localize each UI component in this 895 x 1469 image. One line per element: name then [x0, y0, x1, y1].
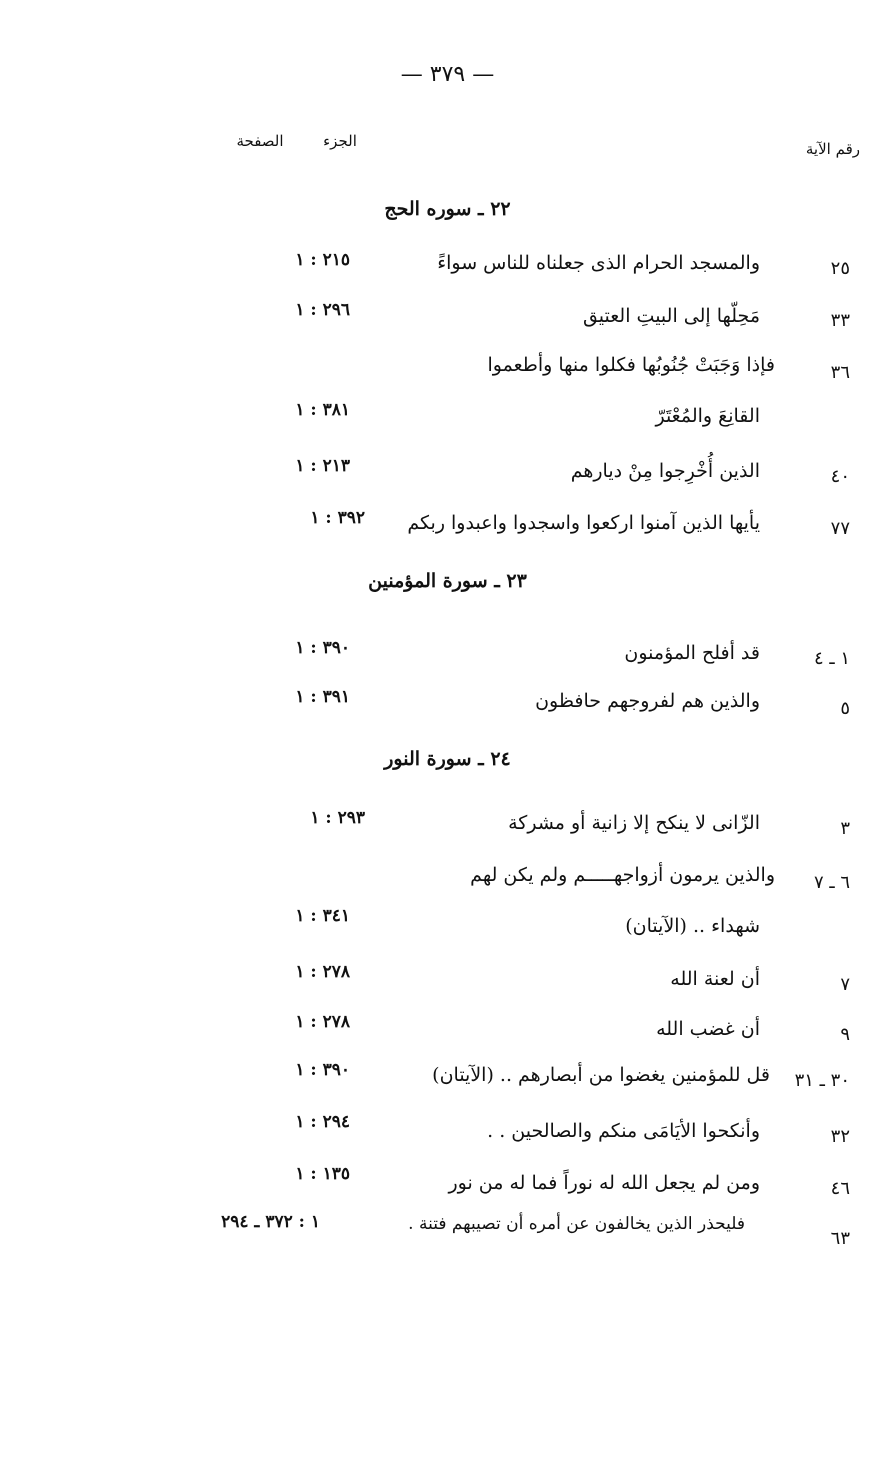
- page-reference: ٢١٥ : ١: [295, 250, 350, 270]
- page-reference: ٢٩٤ : ١: [295, 1112, 350, 1132]
- page-reference: ٢٧٨ : ١: [295, 1012, 350, 1032]
- page-reference: ١ : ٣٧٢ ـ ٢٩٤: [221, 1212, 320, 1232]
- ayah-text: قل للمؤمنين يغضوا من أبصارهم .. (الآيتان): [432, 1064, 770, 1086]
- surah-title: ٢٤ ـ سورة النور: [384, 748, 511, 770]
- page-reference: ١٣٥ : ١: [295, 1164, 350, 1184]
- page-reference: ٣٩٠ : ١: [295, 1060, 350, 1080]
- ayah-number: ٢٥: [830, 258, 850, 279]
- surah-title: ٢٣ ـ سورة المؤمنين: [368, 570, 527, 592]
- page-reference: ٢٩٣ : ١: [310, 808, 365, 828]
- column-header-juz: الجزء: [323, 132, 357, 150]
- ayah-text: مَحِلّها إلى البيتِ العتيق: [582, 305, 760, 327]
- ayah-text: وأنكحوا الأيَامَى منكم والصالحين . .: [487, 1120, 760, 1142]
- surah-title: ٢٢ ـ سوره الحج: [384, 198, 511, 220]
- ayah-number: ٦٣: [830, 1228, 850, 1249]
- ayah-text: ومن لم يجعل الله له نوراً فما له من نور: [448, 1172, 760, 1194]
- page-reference: ٢١٣ : ١: [295, 456, 350, 476]
- ayah-number: ٤٠: [830, 466, 850, 487]
- ayah-number: ٣٣: [830, 310, 850, 331]
- ayah-number: ٤٦: [830, 1178, 850, 1199]
- page-reference: ٣٩٢ : ١: [310, 508, 365, 528]
- ayah-number: ٧٧: [830, 518, 850, 539]
- ayah-text: والمسجد الحرام الذى جعلناه للناس سواءً: [437, 252, 760, 274]
- ayah-text: الذين أُخْرِجوا مِنْ ديارهم: [570, 460, 760, 482]
- ayah-text: يأيها الذين آمنوا اركعوا واسجدوا واعبدوا ربكم: [407, 512, 760, 534]
- page-reference: ٣٩١ : ١: [295, 687, 350, 707]
- ayah-text: أن غضب الله: [656, 1018, 760, 1040]
- ayah-text: أن لعنة الله: [670, 968, 760, 990]
- page-reference: ٣٤١ : ١: [295, 906, 350, 926]
- ayah-number: ٧: [840, 974, 850, 995]
- page-reference: ٢٧٨ : ١: [295, 962, 350, 982]
- ayah-number: ٣: [840, 818, 850, 839]
- ayah-text-continued: شهداء .. (الآيتان): [625, 915, 760, 937]
- ayah-text: والذين يرمون أزواجهـــــم ولم يكن لهم: [470, 864, 775, 886]
- ayah-text-continued: القانِعَ والمُعْتَرّ: [655, 405, 760, 427]
- page-number: — ٣٧٩ —: [400, 62, 495, 87]
- ayah-number: ٣٦: [830, 362, 850, 383]
- column-header-ayah: رقم الآية: [805, 140, 860, 158]
- ayah-number: ٩: [840, 1024, 850, 1045]
- ayah-text: فإذا وَجَبَتْ جُنُوبُها فكلوا منها وأطعموا: [487, 354, 775, 376]
- ayah-text: الزّانى لا ينكح إلا زانية أو مشركة: [508, 812, 760, 834]
- page-reference: ٢٩٦ : ١: [295, 300, 350, 320]
- ayah-number: ٦ ـ ٧: [813, 872, 850, 893]
- ayah-number: ١ ـ ٤: [813, 648, 850, 669]
- ayah-text: والذين هم لفروجهم حافظون: [535, 690, 760, 712]
- ayah-text: فليحذر الذين يخالفون عن أمره أن تصيبهم فتنة .: [408, 1214, 745, 1234]
- column-header-page: الصفحة: [236, 132, 284, 150]
- ayah-text: قد أفلح المؤمنون: [624, 642, 760, 664]
- ayah-number: ٣٠ ـ ٣١: [794, 1070, 850, 1091]
- ayah-number: ٥: [840, 698, 850, 719]
- ayah-number: ٣٢: [830, 1126, 850, 1147]
- page-reference: ٣٨١ : ١: [295, 400, 350, 420]
- page-reference: ٣٩٠ : ١: [295, 638, 350, 658]
